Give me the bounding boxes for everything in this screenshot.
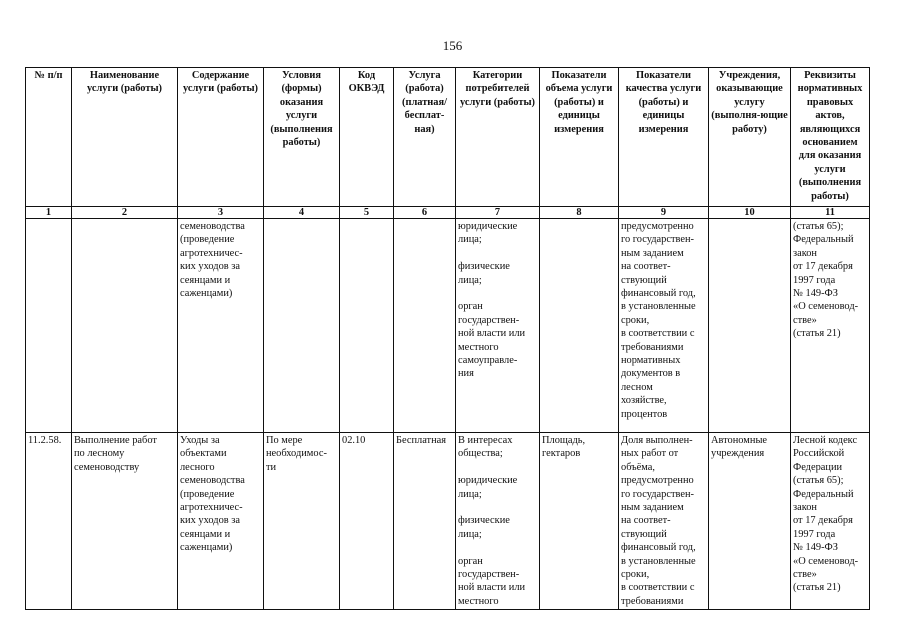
table-cell: (статья 65); Федеральный закон от 17 декабря 1997 года № 149-ФЗ «О семеновод- стве» (статья 21)	[791, 219, 870, 433]
header-okved-code: Код ОКВЭД	[340, 68, 394, 207]
column-number: 4	[264, 207, 340, 219]
table-cell: Лесной кодекс Российской Федерации (статья 65); Федеральный закон от 17 декабря 1997 года № 149-ФЗ «О семеновод- стве» (статья 21)	[791, 433, 870, 610]
column-number-row	[26, 207, 870, 219]
table-row-continued	[26, 219, 870, 433]
column-number: 2	[72, 207, 178, 219]
header-institutions: Учреждения, оказывающие услугу (выполня-ющие работу)	[709, 68, 791, 207]
table-cell	[394, 219, 456, 433]
column-number: 6	[394, 207, 456, 219]
table-cell: предусмотренно го государствен- ным заданием на соответ- ствующий финансовый год, в установленные сроки, в соответствии с требованиями нормативных документов в лесном хозяйстве, процентов	[619, 219, 709, 433]
column-number: 10	[709, 207, 791, 219]
table-cell: Выполнение работ по лесному семеноводству	[72, 433, 178, 610]
header-volume-indicators: Показатели объема услуги (работы) и единицы измерения	[540, 68, 619, 207]
services-table	[25, 67, 870, 610]
table-cell: Бесплатная	[394, 433, 456, 610]
table-cell: семеноводства (проведение агротехничес- ких уходов за сеянцами и саженцами)	[178, 219, 264, 433]
table-cell: Автономные учреждения	[709, 433, 791, 610]
header-service-content: Содержание услуги (работы)	[178, 68, 264, 207]
table-cell	[540, 219, 619, 433]
table-cell	[340, 219, 394, 433]
header-service-name: Наименование услуги (работы)	[72, 68, 178, 207]
table-cell	[26, 219, 72, 433]
table-cell: 11.2.58.	[26, 433, 72, 610]
header-conditions: Условия (формы) оказания услуги (выполнения работы)	[264, 68, 340, 207]
column-number: 3	[178, 207, 264, 219]
column-number: 9	[619, 207, 709, 219]
page-number: 156	[442, 38, 463, 53]
table-cell: Доля выполнен- ных работ от объёма, предусмотренно го государствен- ным заданием на соответ- ствующий финансовый год, в установленные сроки, в соответствии с требованиями	[619, 433, 709, 610]
table-cell: По мере необходимос- ти	[264, 433, 340, 610]
header-legal-acts: Реквизиты нормативных правовых актов, являющихся основанием для оказания услуги (выполнения работы)	[791, 68, 870, 207]
table-cell	[709, 219, 791, 433]
table-cell: В интересах общества; юридические лица; физические лица; орган государствен- ной власти или местного	[456, 433, 540, 610]
column-number: 7	[456, 207, 540, 219]
table-cell: юридические лица; физические лица; орган государствен- ной власти или местного самоуправле- ния	[456, 219, 540, 433]
column-number: 5	[340, 207, 394, 219]
header-row	[26, 68, 870, 207]
header-quality-indicators: Показатели качества услуги (работы) и единицы измерения	[619, 68, 709, 207]
table-row-11-2-58	[26, 433, 870, 610]
table-cell: Уходы за объектами лесного семеноводства (проведение агротехничес- ких уходов за сеянцами и саженцами)	[178, 433, 264, 610]
table-cell: Площадь, гектаров	[540, 433, 619, 610]
table-cell	[264, 219, 340, 433]
column-number: 8	[540, 207, 619, 219]
header-paid-free: Услуга (работа) (платная/ бесплат-ная)	[394, 68, 456, 207]
column-number: 11	[791, 207, 870, 219]
column-number: 1	[26, 207, 72, 219]
table-cell	[72, 219, 178, 433]
header-consumer-categories: Категории потребителей услуги (работы)	[456, 68, 540, 207]
table-cell: 02.10	[340, 433, 394, 610]
header-number: № п/п	[26, 68, 72, 207]
